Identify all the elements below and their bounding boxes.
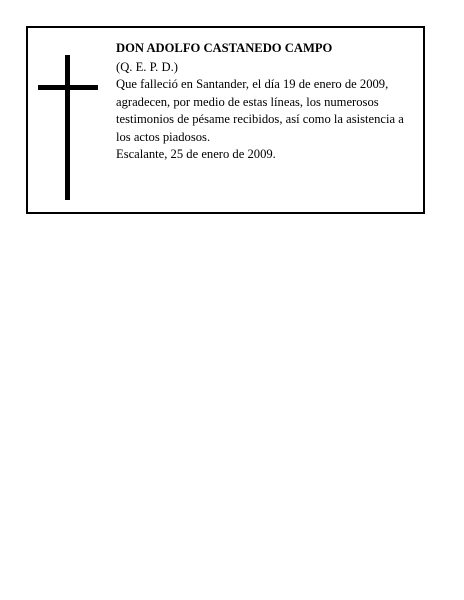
cross-horizontal-bar xyxy=(38,85,98,90)
cross-vertical-bar xyxy=(65,55,70,200)
qepd-line: (Q. E. P. D.) xyxy=(116,59,178,74)
notice-text xyxy=(116,40,421,164)
deceased-name: DON ADOLFO CASTANEDO CAMPO xyxy=(116,41,333,55)
obituary-notice xyxy=(26,26,425,214)
cross-icon xyxy=(38,55,98,200)
notice-body: Que falleció en Santander, el día 19 de enero de 2009, agradecen, por medio de estas líneas, los numerosos testimonios de pésame recibidos, así como la asistencia a los actos piadosos. xyxy=(116,77,404,144)
place-date: Escalante, 25 de enero de 2009. xyxy=(116,147,276,161)
